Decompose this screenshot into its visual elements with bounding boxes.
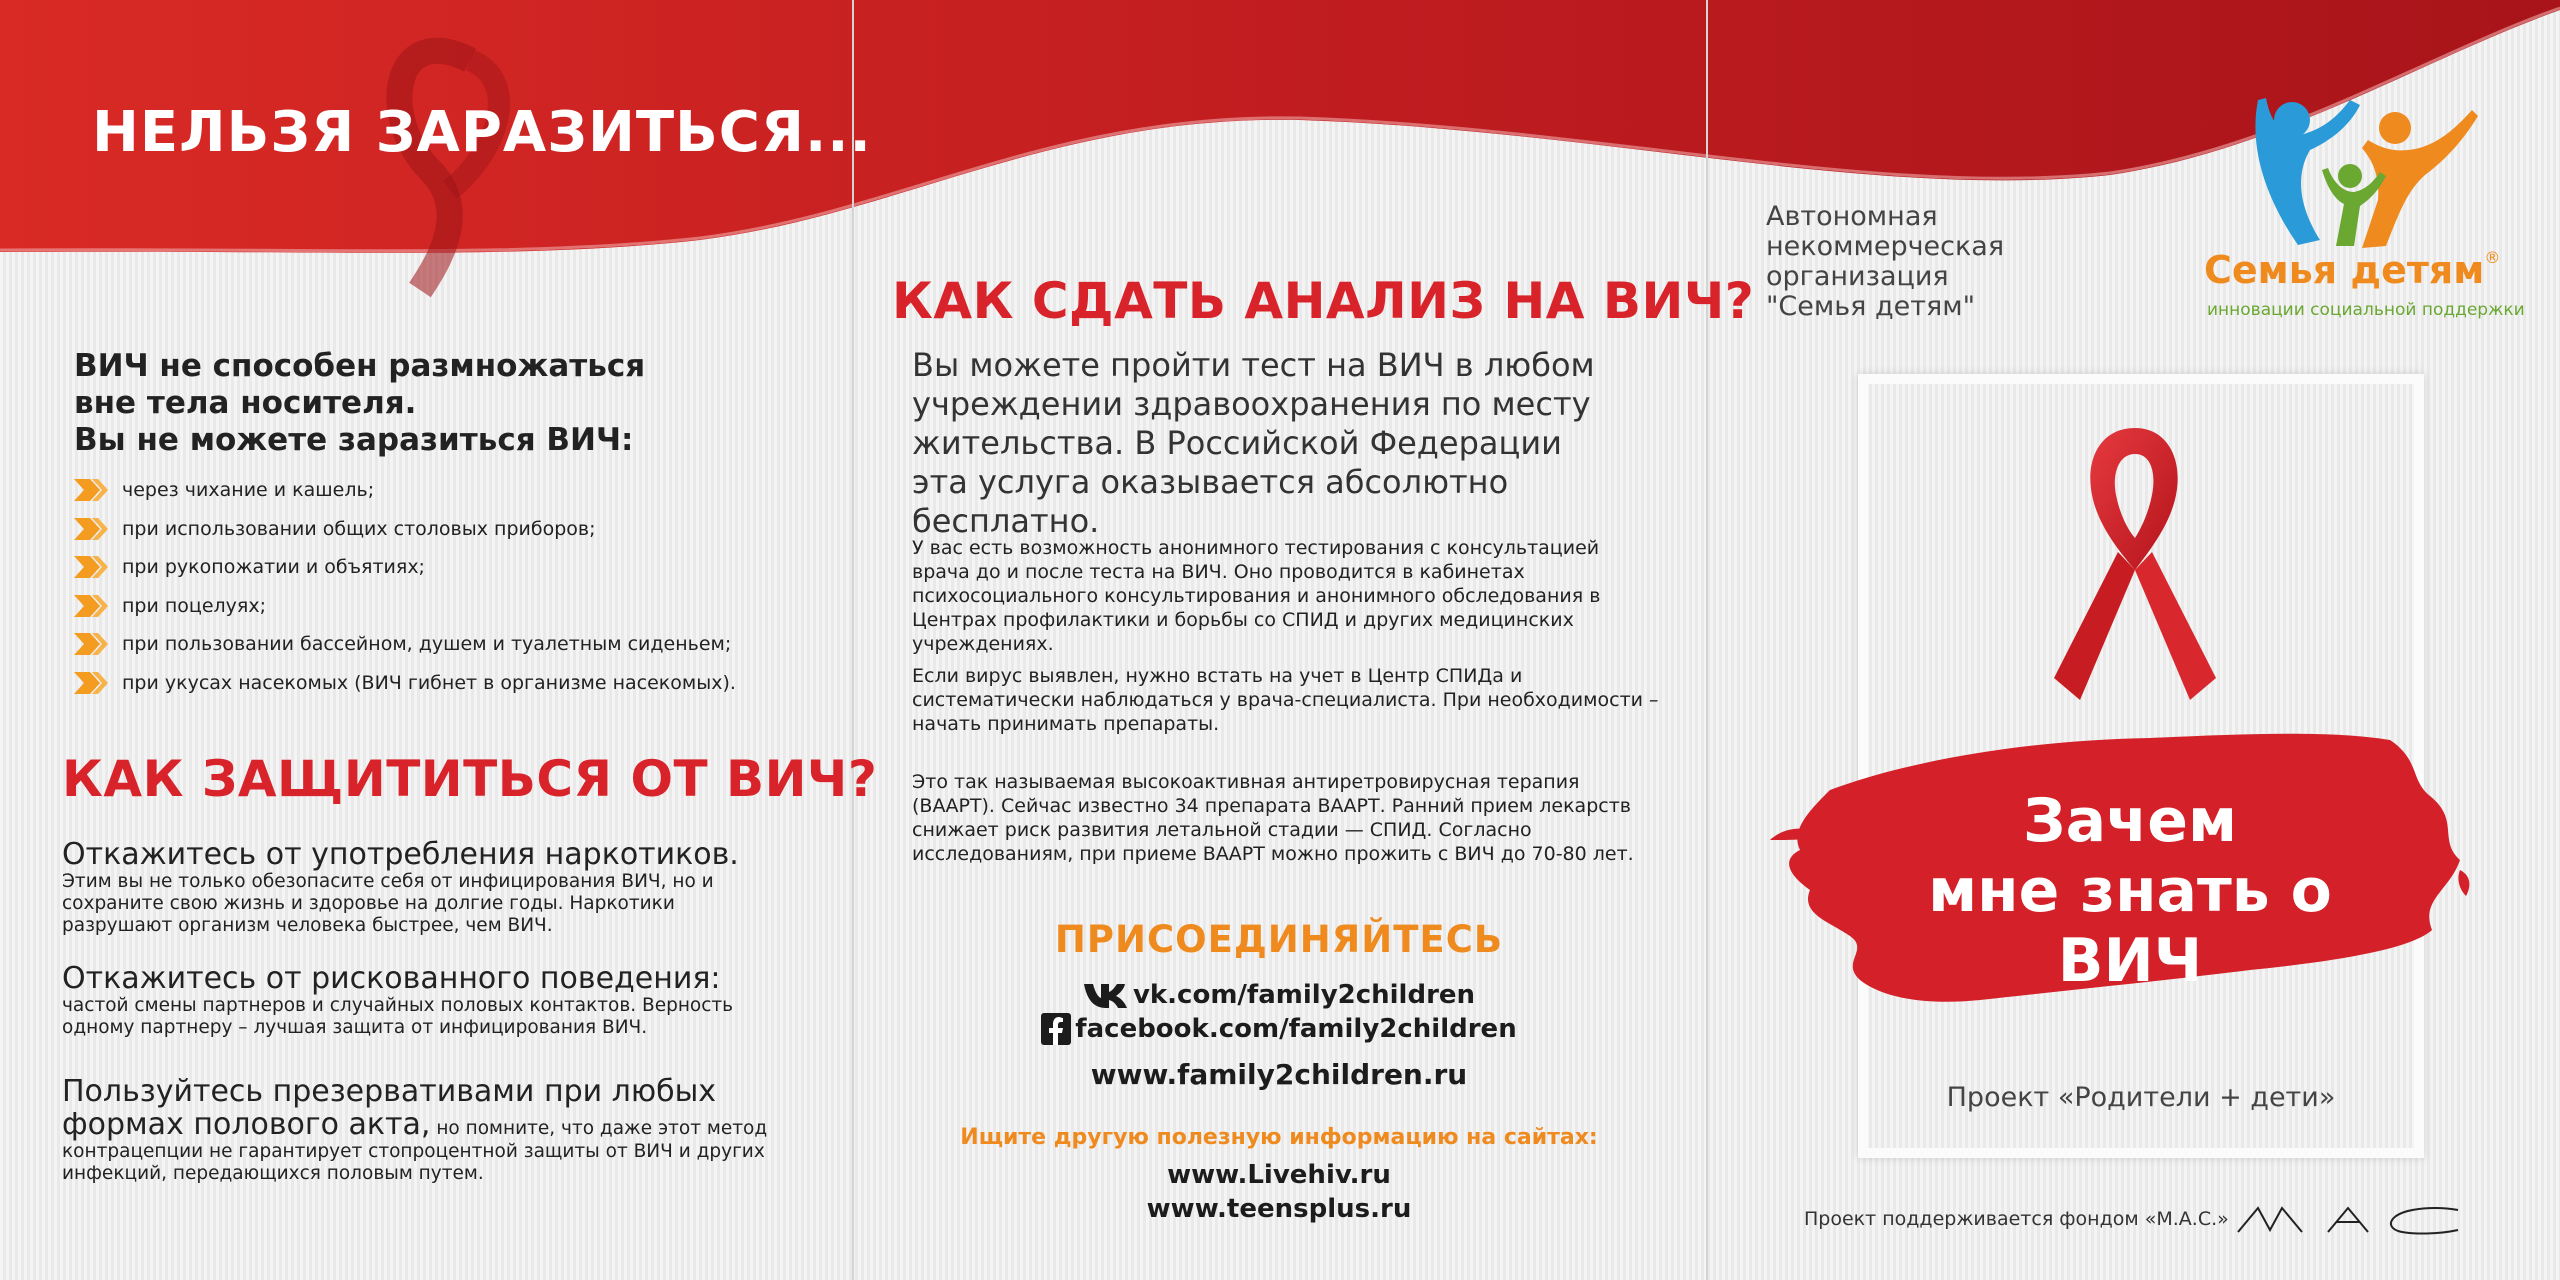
double-arrow-icon: [74, 633, 114, 655]
list-item-text: через чихание и кашель;: [122, 479, 375, 502]
panel1-heading: НЕЛЬЗЯ ЗАРАЗИТЬСЯ...: [92, 100, 872, 165]
protect-text: частой смены партнеров и случайных половых контактов. Верность одному партнеру – лучшая защита от инфицирования ВИЧ.: [62, 995, 734, 1038]
double-arrow-icon: [74, 518, 114, 540]
list-item-text: при пользовании бассейном, душем и туалетным сиденьем;: [122, 633, 732, 656]
list-item-text: при поцелуях;: [122, 594, 267, 617]
protect-lead: Откажитесь от употребления наркотиков.: [62, 837, 739, 872]
intro-line: Вы не можете заразиться ВИЧ:: [74, 422, 634, 458]
list-item: [74, 510, 794, 549]
facebook-link[interactable]: facebook.com/family2children: [1075, 1014, 1517, 1044]
intro-text: [74, 348, 645, 459]
other-site-link[interactable]: www.Livehiv.ru: [1167, 1160, 1391, 1190]
org-line: "Семья детям": [1766, 291, 1976, 322]
facebook-link-row[interactable]: [852, 1013, 1706, 1045]
panel2-paragraph: У вас есть возможность анонимного тестирования с консультацией врача до и после теста на ВИЧ. Оно проводится в кабинетах психосоциального консультирования и анонимного обследования в Центрах профилактики и борьбы со СПИД и других медицинских учреждениях.: [912, 537, 1601, 655]
cover-title-line: ВИЧ: [2057, 926, 2203, 996]
awareness-ribbon-icon: [2040, 420, 2230, 720]
join-heading: ПРИСОЕДИНЯЙТЕСЬ: [1054, 918, 1504, 961]
org-line: некоммерческая: [1766, 231, 2005, 262]
list-item: [74, 664, 794, 703]
vk-link[interactable]: vk.com/family2children: [1132, 980, 1476, 1010]
intro-line: ВИЧ не способен размножаться: [74, 348, 646, 384]
protect-lead: Откажитесь от рискованного поведения:: [62, 961, 721, 996]
intro-line: вне тела носителя.: [74, 385, 417, 421]
transmission-list: [74, 471, 794, 702]
double-arrow-icon: [74, 556, 114, 578]
org-line: Автономная: [1766, 201, 1938, 232]
panel2-paragraph: Это так называемая высокоактивная антиретровирусная терапия (ВААРТ). Сейчас известно 34 препарата ВААРТ. Ранний прием лекарств снижает риск развития летальной стадии — СПИД. Согласно исследованиям, при приеме ВААРТ можно прожить с ВИЧ до 70-80 лет.: [912, 771, 1634, 865]
facebook-icon: [1041, 1013, 1071, 1045]
list-item-text: при использовании общих столовых приборов;: [122, 517, 596, 540]
protect-item: [62, 838, 790, 937]
project-name: Проект «Родители + дети»: [1946, 1082, 2336, 1113]
other-site-link[interactable]: www.teensplus.ru: [1146, 1194, 1412, 1224]
family-logo-icon: [2240, 80, 2480, 250]
list-item: [74, 471, 794, 510]
list-item: [74, 587, 794, 626]
logo-wordmark: [2204, 248, 2500, 292]
list-item-text: при рукопожатии и объятиях;: [122, 556, 425, 579]
double-arrow-icon: [74, 595, 114, 617]
protect-heading: КАК ЗАЩИТИТЬСЯ ОТ ВИЧ?: [62, 750, 878, 808]
cover-title: [1900, 786, 2360, 996]
list-item: [74, 548, 794, 587]
protect-text: Этим вы не только обезопасите себя от инфицирования ВИЧ, но и сохраните свою жизнь и здоровье на долгие годы. Наркотики разрушают организм человека быстрее, чем ВИЧ.: [62, 871, 714, 936]
website-link[interactable]: www.family2children.ru: [1090, 1058, 1468, 1091]
cover-title-line: Зачем: [2022, 786, 2238, 856]
protect-lead: Пользуйтесь презервативами при любых формах полового акта,: [62, 1074, 717, 1142]
other-sites-label: Ищите другую полезную информацию на сайтах:: [960, 1125, 1598, 1150]
support-note: Проект поддерживается фондом «М.А.С.»: [1804, 1208, 2229, 1230]
vk-link-row[interactable]: [852, 980, 1706, 1010]
protect-item: [62, 1075, 772, 1185]
fold-line-2: [1706, 0, 1708, 1280]
panel2-paragraph: Если вирус выявлен, нужно встать на учет в Центр СПИДа и систематически наблюдаться у врача-специалиста. При необходимости – начать принимать препараты.: [912, 665, 1659, 735]
org-name: [1766, 202, 2004, 322]
panel2-heading: КАК СДАТЬ АНАЛИЗ НА ВИЧ?: [892, 272, 1755, 330]
vk-icon: [1083, 982, 1127, 1008]
logo-tagline: инновации социальной поддержки: [2207, 300, 2525, 320]
list-item: [74, 625, 794, 664]
list-item-text: при укусах насекомых (ВИЧ гибнет в организме насекомых).: [122, 671, 736, 694]
protect-item: [62, 962, 790, 1039]
logo-name: Семья детям: [2204, 248, 2485, 292]
protect-text: но помните, что даже этот метод контрацепции не гарантирует стопроцентной защиты от ВИЧ и других инфекций, передающихся половым путем.: [62, 1118, 768, 1184]
double-arrow-icon: [74, 479, 114, 501]
org-line: организация: [1766, 261, 1949, 292]
registered-mark: ®: [2484, 248, 2501, 267]
panel2-lead: Вы можете пройти тест на ВИЧ в любом учреждении здравоохранения по месту жительства. В Российской Федерации эта услуга оказывается абсолютно бесплатно.: [912, 346, 1595, 540]
double-arrow-icon: [74, 672, 114, 694]
mac-logo: [2236, 1204, 2460, 1236]
cover-title-line: мне знать о: [1928, 856, 2332, 926]
other-sites: [852, 1158, 1706, 1226]
